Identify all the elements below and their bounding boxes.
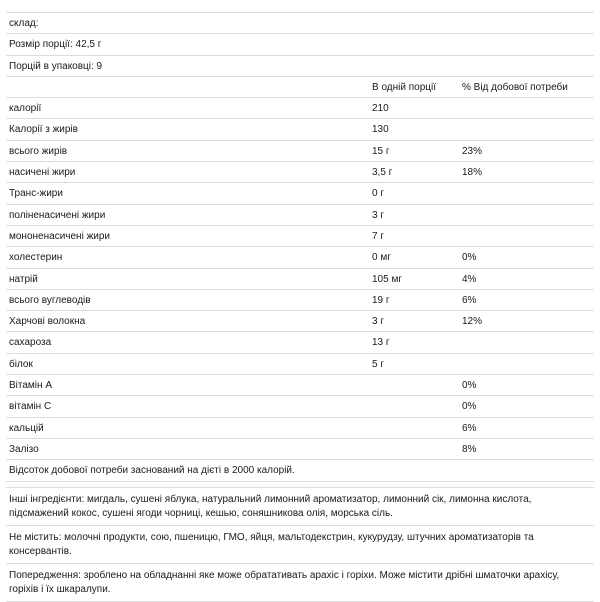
nutrient-portion: 105 мг	[372, 273, 402, 285]
nutrient-portion: 0 г	[372, 188, 384, 200]
nutrient-row	[6, 226, 594, 247]
nutrient-percent: 4%	[462, 273, 477, 285]
nutrient-portion: 15 г	[372, 145, 390, 157]
nutrient-portion: 0 мг	[372, 252, 391, 264]
nutrient-name: натрій	[9, 273, 38, 285]
nutrient-name: мононенасичені жири	[9, 230, 110, 242]
other-ingredients-note: Інші інгредієнти: мигдаль, сушені яблука, натуральний лимонний ароматизатор, лимонний сік, лимонна кислота, підсмажений кокос, сушені ягоди чорниці, кешью, соняшникова олія, морська сіль.	[6, 488, 594, 526]
nutrient-name: всього вуглеводів	[9, 294, 91, 306]
nutrient-name: Харчові волокна	[9, 316, 86, 328]
nutrient-percent: 23%	[462, 145, 483, 157]
servings-per-pack-label: Порцій в упаковці: 9	[9, 60, 103, 72]
header-row-servings-per-pack	[6, 56, 594, 77]
nutrient-name: Транс-жири	[9, 188, 63, 200]
nutrient-row	[6, 375, 594, 396]
nutrient-row	[6, 439, 594, 460]
nutrient-row	[6, 98, 594, 119]
column-header-percent: % Від добової потреби	[462, 81, 568, 93]
nutrient-portion: 3 г	[372, 316, 384, 328]
nutrient-percent: 18%	[462, 167, 483, 179]
nutrient-portion: 13 г	[372, 337, 390, 349]
nutrient-rows	[6, 98, 594, 460]
nutrient-row	[6, 418, 594, 439]
nutrient-percent: 0%	[462, 252, 477, 264]
nutrient-name: холестерин	[9, 252, 63, 264]
nutrient-name: кальцій	[9, 422, 44, 434]
nutrient-percent: 6%	[462, 422, 477, 434]
nutrient-row	[6, 354, 594, 375]
nutrient-portion: 130	[372, 124, 389, 136]
nutrient-name: Залізо	[9, 443, 39, 455]
nutrient-percent: 0%	[462, 380, 477, 392]
composition-label: склад:	[9, 18, 39, 29]
nutrient-row	[6, 396, 594, 417]
nutrient-row	[6, 119, 594, 140]
nutrient-row	[6, 247, 594, 268]
nutrient-name: всього жирів	[9, 145, 68, 157]
nutrient-portion: 3,5 г	[372, 167, 393, 179]
nutrient-percent: 12%	[462, 316, 483, 328]
nutrient-name: калорії	[9, 103, 42, 115]
nutrient-portion: 5 г	[372, 358, 384, 370]
nutrient-portion: 7 г	[372, 230, 384, 242]
nutrient-portion: 3 г	[372, 209, 384, 221]
nutrient-name: Вітамін A	[9, 380, 52, 392]
nutrient-portion: 210	[372, 103, 389, 115]
nutrient-percent: 6%	[462, 294, 477, 306]
nutrient-row	[6, 290, 594, 311]
free-from-note: Не містить: молочні продукти, сою, пшеницю, ГМО, яйця, мальтодекстрин, кукурудзу, штучних ароматизаторів та консервантів.	[6, 526, 594, 564]
nutrient-portion: 19 г	[372, 294, 390, 306]
nutrient-row	[6, 311, 594, 332]
footnote-row	[6, 460, 594, 481]
nutrient-row	[6, 141, 594, 162]
column-header-row	[6, 77, 594, 98]
nutrient-row	[6, 162, 594, 183]
nutrient-name: вітамін C	[9, 401, 52, 413]
nutrient-name: поліненасичені жири	[9, 209, 106, 221]
nutrient-row	[6, 332, 594, 353]
nutrient-name: сахароза	[9, 337, 52, 349]
nutrition-table	[6, 12, 594, 482]
nutrient-percent: 8%	[462, 443, 477, 455]
nutrient-row	[6, 205, 594, 226]
header-row-serving-size	[6, 34, 594, 55]
nutrient-name: насичені жири	[9, 167, 76, 179]
column-header-portion: В одній порції	[372, 81, 436, 93]
serving-size-label: Розмір порції: 42,5 г	[9, 39, 102, 51]
nutrient-name: Калорії з жирів	[9, 124, 78, 136]
nutrient-percent: 0%	[462, 401, 477, 413]
allergen-warning-note: Попередження: зроблено на обладнанні яке може обратативать арахіс і горіхи. Може містити дрібні шматочки арахісу, горіхів і їх шкаралупи.	[6, 564, 594, 602]
nutrient-name: білок	[9, 358, 33, 370]
header-row-composition	[6, 13, 594, 34]
ingredient-notes	[6, 487, 594, 602]
nutrient-row	[6, 183, 594, 204]
nutrient-row	[6, 269, 594, 290]
daily-value-footnote: Відсоток добової потреби заснований на дієті в 2000 калорій.	[9, 465, 295, 477]
